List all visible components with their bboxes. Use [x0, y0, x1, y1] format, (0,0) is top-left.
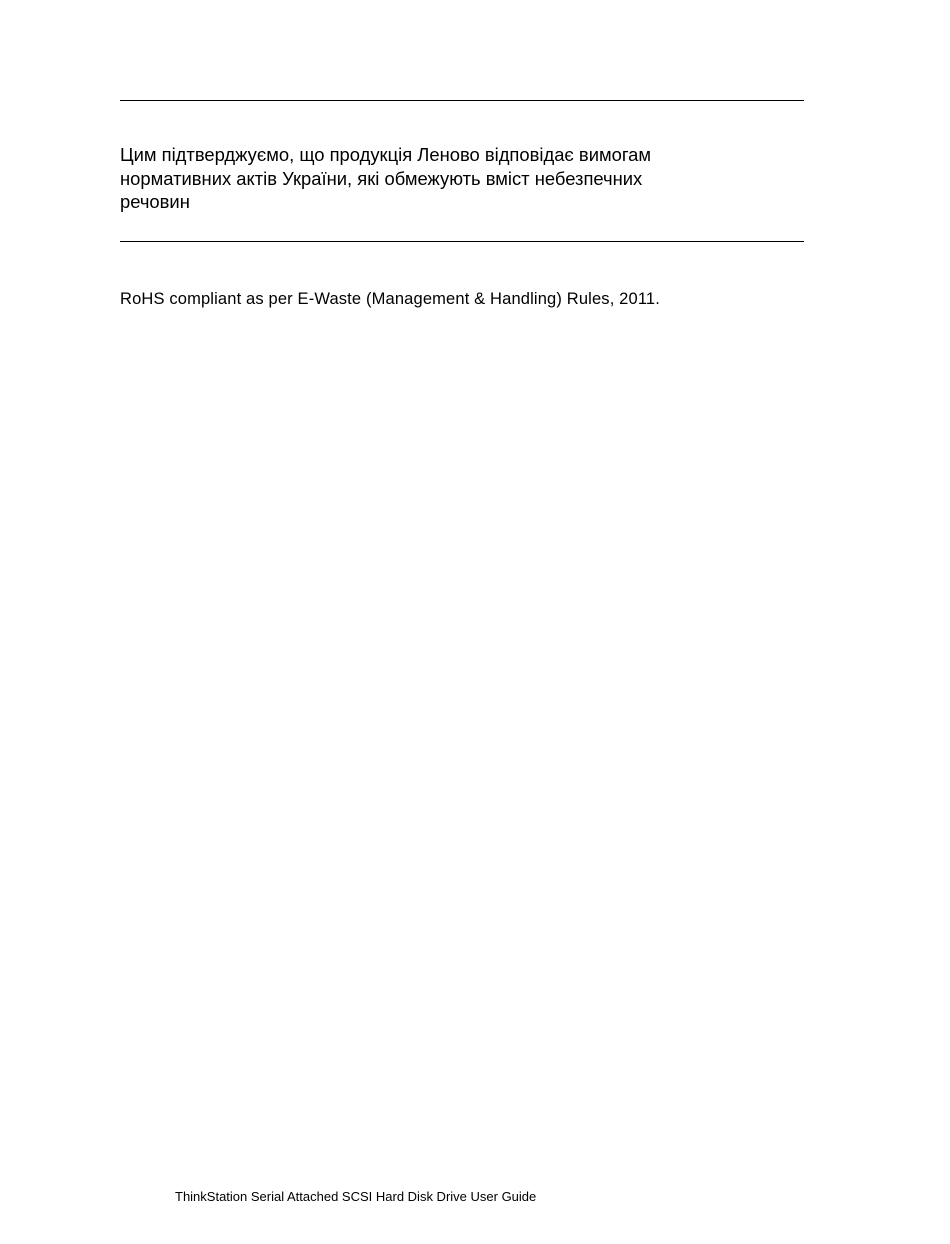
ukraine-statement-line: нормативних актів України, які обмежують вміст небезпечних [120, 167, 643, 189]
top-divider [120, 100, 804, 101]
page-footer: ThinkStation Serial Attached SCSI Hard Disk Drive User Guide [175, 1189, 537, 1204]
ukraine-statement-line: речовин [120, 191, 190, 212]
ukraine-statement-line: Цим підтверджуємо, що продукція Леново відповідає вимогам [120, 144, 652, 165]
middle-divider [120, 241, 804, 242]
ukraine-rohs-statement [120, 143, 780, 214]
india-rohs-statement: RoHS compliant as per E-Waste (Management & Handling) Rules, 2011. [120, 290, 660, 308]
